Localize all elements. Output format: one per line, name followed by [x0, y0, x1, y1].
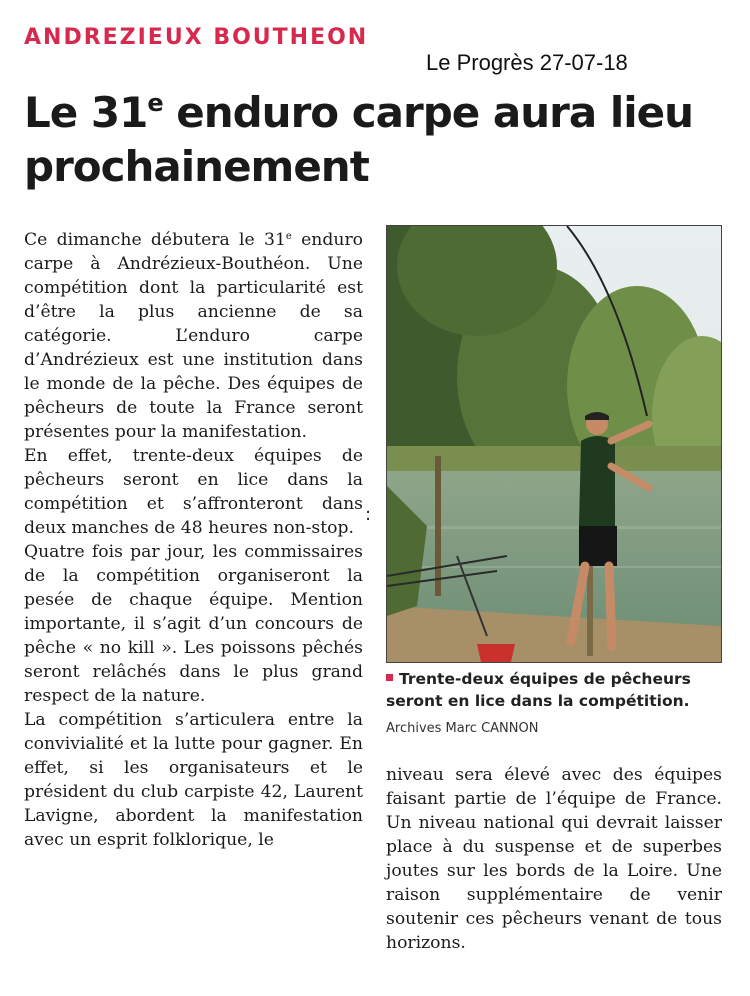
paragraph-1-rest: enduro carpe à Andrézieux-Bouthéon. Une compétition dont la particularité est d’être la plus ancienne de sa catégorie. L’enduro carpe d’Andrézieux est une institution dans le monde de la pêche. Des équipes de pêcheurs de toute la France seront présentes pour la manifestation. — [24, 230, 364, 442]
paragraph-2: En effet, trente-deux équipes de pêcheurs seront en lice dans la compétition et s’affronteront dans deux manches de 48 heures non-stop. — [24, 446, 363, 538]
source-date-note: Le Progrès 27-07-18 — [426, 50, 628, 75]
paragraph-1-start: Ce dimanche débutera le 31 — [24, 230, 286, 250]
article-column-left — [24, 228, 363, 852]
paragraph-5: niveau sera élevé avec des équipes faisant partie de l’équipe de France. Un niveau national qui devrait laisser place à du suspense et de superbes joutes sur les bords de la Loire. Une raison supplémentaire de venir soutenir ces pêcheurs venant de tous horizons. — [386, 765, 722, 953]
paragraph-1 — [24, 228, 363, 444]
margin-dots: : — [365, 504, 372, 525]
paragraph-3: Quatre fois par jour, les commissaires de la compétition organiseront la pesée de chaque équipe. Mention importante, il s’agit d’un concours de pêche « no kill ». Les poissons pêchés seront relâchés dans le plus grand respect de la nature. — [24, 542, 363, 706]
angler-photo-illustration — [387, 226, 721, 662]
article-photo — [386, 225, 722, 663]
section-kicker: ANDREZIEUX BOUTHEON — [24, 25, 369, 50]
paragraph-4: La compétition s’articulera entre la convivialité et la lutte pour gagner. En effet, si les organisateurs et le président du club carpiste 42, Laurent Lavigne, abordent la manifestation avec un esprit folklorique, le — [24, 710, 363, 850]
headline-ordinal-superscript: e — [147, 89, 163, 117]
article-headline — [24, 86, 724, 194]
article-column-right — [386, 763, 722, 955]
photo-credit: Archives Marc CANNON — [386, 721, 539, 736]
headline-part-1: Le 31 — [24, 88, 148, 137]
caption-bullet — [386, 674, 393, 681]
photo-caption — [386, 668, 722, 712]
paragraph-1-ordinal: e — [285, 231, 292, 242]
headline-part-2: enduro carpe aura lieu prochainement — [24, 88, 693, 191]
caption-text: Trente-deux équipes de pêcheurs seront en lice dans la compétition. — [386, 670, 691, 710]
